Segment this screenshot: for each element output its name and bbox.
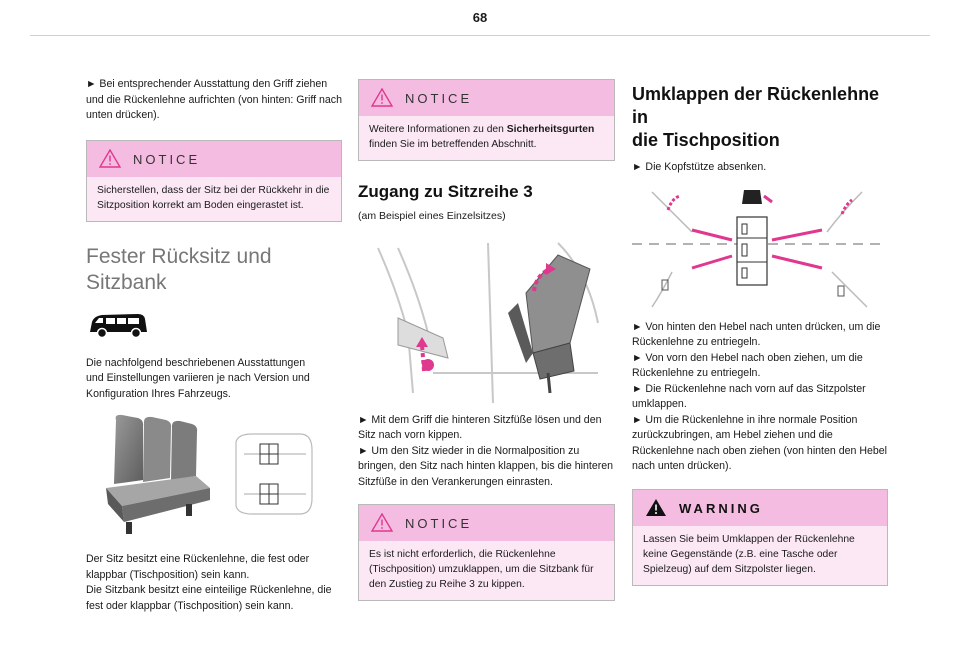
warning-triangle-icon [645, 498, 667, 517]
table-position-figure [632, 182, 882, 312]
notice-header [359, 80, 614, 116]
warning-triangle-icon [99, 149, 121, 168]
section-subtitle: (am Beispiel eines Einzelsitzes) [358, 210, 506, 222]
notice-header [87, 141, 341, 177]
notice-box-seatbelts [358, 79, 615, 161]
notice-text [359, 116, 614, 160]
seat-tilt-figure [358, 233, 608, 403]
equipment-description: Die nachfolgend beschriebenen Ausstattungen und Einstellungen variieren je nach Version und Konfiguration Ihres Fahrzeugs. [86, 356, 310, 400]
table-steps: ► Von hinten den Hebel nach unten drücken, um die Rückenlehne zu entriegeln. ► Von vorn den Hebel nach oben ziehen, um die Rückenlehne zu entriegeln. ► Die Rückenlehne nach vorn auf das Sitzpolster umklappen. ► Um die Rückenlehne in ihre normale Position zurückzubringen, am Hebel ziehen und die Rückenlehne nach oben ziehen (von hinten den Hebel nach unten drücken). [632, 320, 888, 472]
notice-title: NOTICE [133, 151, 201, 167]
headrest-step: ► Die Kopfstütze absenken. [632, 161, 767, 173]
notice-box [86, 140, 342, 222]
page-number: 68 [472, 10, 488, 25]
notice-text-end: finden Sie im betreffenden Abschnitt. [369, 139, 537, 150]
intro-text: ► Bei entsprechender Ausstattung den Griff ziehen und die Rückenlehne aufrichten (von hinten: Griff nach unten drücken). [86, 78, 342, 121]
column-1 [86, 55, 342, 614]
column-2 [358, 55, 615, 601]
notice-text-start: Weitere Informationen zu den [369, 124, 507, 135]
notice-title: NOTICE [405, 91, 473, 106]
warning-box [632, 489, 888, 586]
warning-triangle-icon [371, 88, 393, 107]
warning-triangle-icon [371, 513, 393, 532]
notice-header [359, 505, 614, 541]
notice-text: Sicherstellen, dass der Sitz bei der Rückkehr in die Sitzposition korrekt am Boden eingerastet ist. [97, 184, 330, 211]
section-heading: Umklappen der Rückenlehne in die Tischposition [632, 84, 880, 150]
seat-description: Der Sitz besitzt eine Rückenlehne, die fest oder klappbar (Tischposition) sein kann. Die Sitzbank besitzt eine einteilige Rückenlehne, die fest oder klappbar (Tischposition) sein kann. [86, 553, 332, 612]
column-3 [632, 55, 888, 586]
section-heading: Zugang zu Sitzreihe 3 [358, 182, 533, 201]
header-rule [30, 35, 930, 36]
warning-text: Lassen Sie beim Umklappen der Rückenlehne keine Gegenstände (z.B. eine Tasche oder Spielzeug) auf dem Sitzpolster liegen. [643, 533, 855, 575]
notice-text-bold: Sicherheitsgurten [506, 124, 595, 135]
warning-title: WARNING [679, 500, 763, 516]
section-heading: Fester Rücksitz und Sitzbank [86, 244, 272, 294]
notice-box-bench [358, 504, 615, 601]
van-icon [86, 310, 150, 342]
rear-bench-figure [86, 410, 336, 540]
tilt-steps: ► Mit dem Griff die hinteren Sitzfüße lösen und den Sitz nach vorn kippen. ► Um den Sitz wieder in die Normalposition zu bringen, den Sitz nach hinten klappen, bis die hinteren Sitzfüße in den Verankerungen einrasten. [358, 413, 614, 488]
warning-header [633, 490, 887, 526]
notice-text: Es ist nicht erforderlich, die Rückenlehne (Tischposition) umzuklappen, um die Sitzbank für den Zustieg zu Reihe 3 zu kippen. [369, 549, 594, 590]
notice-title: NOTICE [405, 516, 473, 531]
